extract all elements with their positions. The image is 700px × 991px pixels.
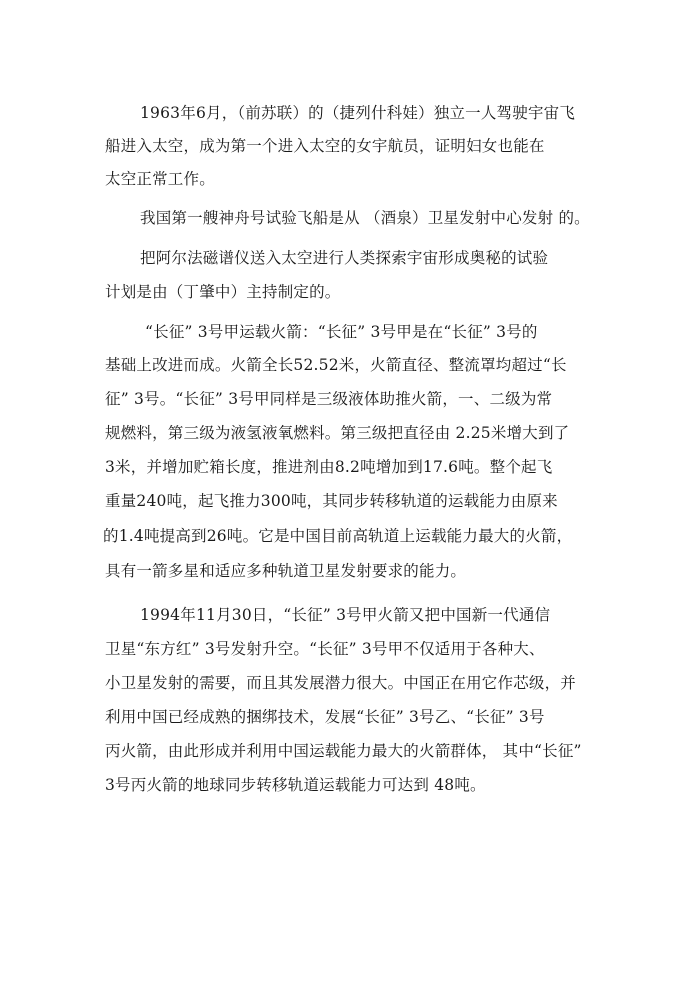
text-line: 把阿尔法磁谱仪送入太空进行人类探索宇宙形成奥秘的试验 <box>140 249 549 267</box>
text-line: 重量240吨，起飞推力300吨，其同步转移轨道的运载能力由原来 <box>105 492 558 510</box>
text-line: 丙火箭，由此形成并利用中国运载能力最大的火箭群体， 其中“长征” <box>105 742 582 760</box>
text-line: 卫星“东方红” 3号发射升空。“长征” 3号甲不仅适用于各种大、 <box>105 640 545 658</box>
text-line: 3号丙火箭的地球同步转移轨道运载能力可达到 48吨。 <box>105 776 486 794</box>
text-line: 1963年6月，（前苏联）的（捷列什科娃）独立一人驾驶宇宙飞 <box>140 104 576 122</box>
text-line: 基础上改进而成。火箭全长52.52米，火箭直径、整流罩均超过“长 <box>105 356 567 374</box>
text-line: 船进入太空，成为第一个进入太空的女宇航员，证明妇女也能在 <box>105 137 545 155</box>
text-line: “长征” 3号甲运载火箭：“长征” 3号甲是在“长征” 3号的 <box>145 323 538 341</box>
text-line: 利用中国已经成熟的捆绑技术，发展“长征” 3号乙、“长征” 3号 <box>105 708 545 726</box>
text-line: 我国第一艘神舟号试验飞船是从 （酒泉）卫星发射中心发射 的。 <box>140 209 590 227</box>
text-line: 征” 3号。“长征” 3号甲同样是三级液体助推火箭，一、二级为常 <box>105 390 553 408</box>
text-line: 具有一箭多星和适应多种轨道卫星发射要求的能力。 <box>105 562 467 580</box>
text-line: 规燃料，第三级为液氢液氧燃料。第三级把直径由 2.25米增大到了 <box>105 424 570 442</box>
text-line: 3米，并增加贮箱长度，推进剂由8.2吨增加到17.6吨。整个起飞 <box>105 458 553 476</box>
text-line: 小卫星发射的需要，而且其发展潜力很大。中国正在用它作芯级，并 <box>105 674 577 692</box>
text-line: 的1.4吨提高到26吨。它是中国目前高轨道上运载能力最大的火箭， <box>103 527 573 545</box>
text-line: 太空正常工作。 <box>105 170 215 188</box>
text-line: 1994年11月30日，“长征” 3号甲火箭又把中国新一代通信 <box>140 606 551 624</box>
text-line: 计划是由（丁肇中）主持制定的。 <box>105 283 341 301</box>
